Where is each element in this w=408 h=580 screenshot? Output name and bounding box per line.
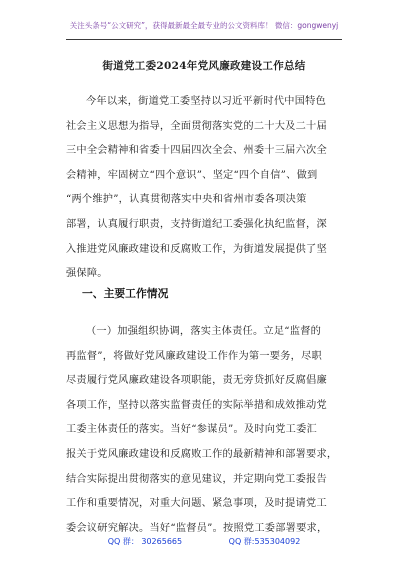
document-title: 街道党工委2024年党风廉政建设工作总结	[102, 60, 306, 72]
section1-line: 工委主体责任的落实。当好“参谋员”。及时向党工委汇	[66, 424, 317, 436]
header-divider	[66, 39, 342, 40]
footer-qq-group-1: QQ 群： 30265665	[107, 537, 183, 546]
section1-line: 各项工作，坚持以落实监督责任的实际举措和成效推动党	[66, 399, 327, 411]
intro-line: 三中全会精神和省委十四届四次全会、州委十三届六次全	[66, 145, 327, 157]
intro-line: “两个维护”，认真贯彻落实中央和省州市委各项决策	[66, 194, 307, 206]
intro-paragraph	[66, 90, 342, 287]
intro-line: 强保障。	[66, 268, 108, 280]
intro-line: 入推进党风廉政建设和反腐败工作，为街道发展提供了坚	[66, 243, 327, 255]
section-heading: 一、主要工作情况	[82, 287, 169, 300]
footer	[0, 536, 408, 547]
section1-line: 再监督”，将做好党风廉政建设工作作为第一要务，尽职	[66, 350, 322, 362]
section1-line: 工作和重要情况，对重大问题、紧急事项，及时提请党工	[66, 498, 327, 510]
section1-line: 结合实际提出贯彻落实的意见建议，并定期向党工委报告	[66, 473, 327, 485]
intro-line: 今年以来，街道党工委坚持以习近平新时代中国特色	[86, 96, 327, 107]
intro-line: 社会主义思想为指导，全面贯彻落实党的二十大及二十届	[66, 120, 327, 132]
section1-paragraph	[66, 320, 342, 541]
footer-qq-group-2: QQ 群:535304092	[228, 537, 301, 546]
section1-line: 报关于党风廉政建设和反腐败工作的最新精神和部署要求，	[66, 448, 338, 460]
section1-line: （一）加强组织协调，落实主体责任。立足“监督的	[86, 326, 322, 337]
section1-line: 尽责履行党风廉政建设各项职能，责无旁贷抓好反腐倡廉	[66, 375, 327, 387]
header-note: 关注头条号“公文研究”，获得最新最全最专业的公文资料库！ 微信：gongwenyj	[69, 21, 339, 30]
intro-line: 会精神，牢固树立“四个意识”、坚定“四个自信”、做到	[66, 169, 318, 181]
intro-line: 部署，认真履行职责，支持街道纪工委强化执纪监督，深	[66, 218, 327, 230]
section1-line: 委会议研究解决。当好“监督员”。按照党工委部署要求，	[66, 522, 328, 534]
